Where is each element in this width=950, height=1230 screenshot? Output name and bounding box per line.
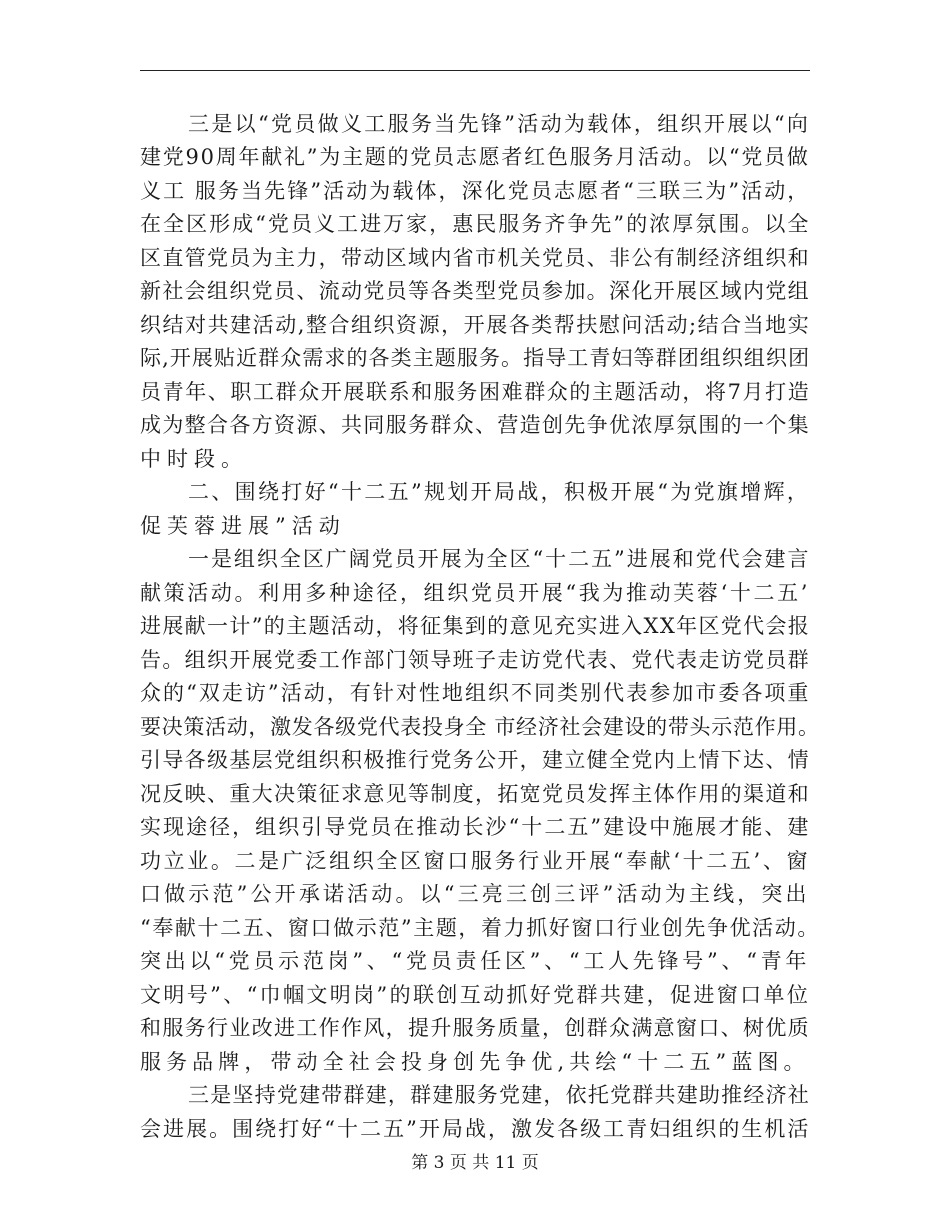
text-line: 会进展。围绕打好“十二五”开局战，激发各级工青妇组织的生机活 bbox=[140, 1117, 811, 1141]
text-line: 中时段。 bbox=[140, 447, 248, 471]
text-line: 员青年、职工群众开展联系和服务困难群众的主题活动，将7月打造 bbox=[140, 380, 811, 404]
text-line: 一是组织全区广阔党员开展为全区“十二五”进展和党代会建言 bbox=[188, 547, 811, 571]
text-line: 织结对共建活动,整合组织资源，开展各类帮扶慰问活动;结合当地实 bbox=[140, 313, 811, 337]
text-line: 际,开展贴近群众需求的各类主题服务。指导工青妇等群团组织组织团 bbox=[140, 346, 811, 370]
section-heading: 二、围绕打好“十二五”规划开局战，积极开展“为党旗增辉， bbox=[188, 480, 811, 504]
section-heading: 促芙蓉进展”活动 bbox=[140, 514, 346, 538]
text-line: 口做示范”公开承诺活动。以“三亮三创三评”活动为主线，突出 bbox=[140, 882, 810, 906]
text-line: 要决策活动，激发各级党代表投身全 市经济社会建设的带头示范作用。 bbox=[140, 715, 820, 739]
text-line: 告。组织开展党委工作部门领导班子走访党代表、党代表走访党员群 bbox=[140, 648, 810, 672]
text-line: “奉献十二五、窗口做示范”主题，着力抓好窗口行业创先争优活动。 bbox=[140, 916, 820, 940]
text-line: 文明号”、“巾帼文明岗”的联创互动抓好党群共建，促进窗口单位 bbox=[140, 983, 811, 1007]
text-line: 三是坚持党建带群建，群建服务党建，依托党群共建助推经济社 bbox=[188, 1083, 810, 1107]
text-line: 三是以“党员做义工服务当先锋”活动为载体，组织开展以“向 bbox=[188, 112, 811, 136]
text-line: 建党90周年献礼”为主题的党员志愿者红色服务月活动。以“党员做 bbox=[140, 145, 810, 169]
text-line: 献策活动。利用多种途径，组织党员开展“我为推动芙蓉‘十二五’ bbox=[140, 581, 811, 605]
text-line: 众的“双走访”活动，有针对性地组织不同类别代表参加市委各项重 bbox=[140, 681, 811, 705]
page-number-footer: 第 3 页 共 11 页 bbox=[411, 1153, 539, 1173]
text-line: 区直管党员为主力，带动区域内省市机关党员、非公有制经济组织和 bbox=[140, 246, 810, 270]
text-line: 实现途径，组织引导党员在推动长沙“十二五”建设中施展才能、建 bbox=[140, 815, 811, 839]
text-line: 和服务行业改进工作作风，提升服务质量，创群众满意窗口、树优质 bbox=[140, 1016, 810, 1040]
text-line: 在全区形成“党员义工进万家，惠民服务齐争先”的浓厚氛围。以全 bbox=[140, 212, 811, 236]
text-line: 新社会组织党员、流动党员等各类型党员参加。深化开展区域内党组 bbox=[140, 279, 810, 303]
text-line: 况反映、重大决策征求意见等制度，拓宽党员发挥主体作用的渠道和 bbox=[140, 782, 810, 806]
text-line: 进展献一计”的主题活动，将征集到的意见充实进入XX年区党代会报 bbox=[140, 614, 811, 638]
text-line: 突出以“党员示范岗”、“党员责任区”、“工人先锋号”、“青年 bbox=[140, 949, 811, 973]
text-line: 服务品牌，带动全社会投身创先争优,共绘“十二五”蓝图。 bbox=[140, 1050, 810, 1074]
text-line: 功立业。二是广泛组织全区窗口服务行业开展“奉献‘十二五’、窗 bbox=[140, 849, 811, 873]
text-line: 引导各级基层党组织积极推行党务公开，建立健全党内上情下达、情 bbox=[140, 748, 810, 772]
text-line: 成为整合各方资源、共同服务群众、营造创先争优浓厚氛围的一个集 bbox=[140, 413, 810, 437]
text-line: 义工 服务当先锋”活动为载体，深化党员志愿者“三联三为”活动， bbox=[140, 179, 811, 203]
